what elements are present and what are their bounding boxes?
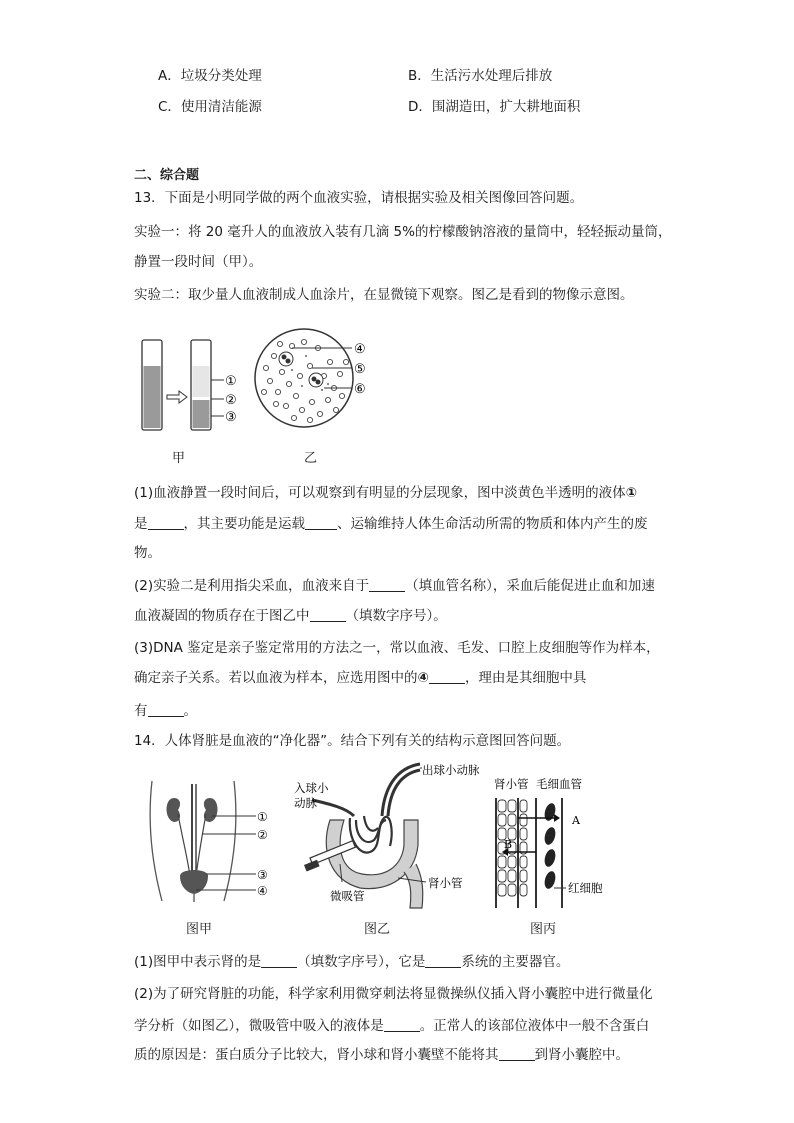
figure-jia-test-tubes	[134, 330, 254, 435]
answer-blank[interactable]	[429, 669, 465, 684]
right-tube-rbc	[193, 400, 210, 428]
q14-p2-line3: 质的原因是：蛋白质分子比较大，肾小球和肾小囊壁不能将其 到肾小囊腔中。	[134, 1047, 629, 1063]
figure-yi-caption: 乙	[304, 451, 318, 466]
label-A: A	[572, 814, 580, 827]
ureter-right	[196, 814, 206, 876]
q14-p2-line2: 学分析（如图乙），微吸管中吸入的液体是 。正常人的该部位液体中一般不含蛋白	[134, 1018, 650, 1034]
q13-p1-line2: 是 ，其主要功能是运载 、运输维持人体生命活动所需的物质和体内产生的废	[134, 516, 648, 532]
option-a: A．垃圾分类处理	[158, 68, 262, 84]
afferent-label-1: 入球小	[294, 781, 329, 795]
q13-p2-line1: (2)实验二是利用指尖采血，血液来自于 （填血管名称），采血后能促进止血和加速	[134, 578, 655, 594]
figure-2-caption: 图乙	[364, 922, 391, 937]
figure-jia-caption: 甲	[172, 451, 186, 466]
answer-blank[interactable]	[384, 1017, 420, 1032]
label-6: ⑥	[354, 382, 366, 397]
tubule-cells	[498, 800, 527, 896]
right-tube-plasma	[193, 366, 210, 397]
right-tube-buffy	[193, 397, 210, 400]
q13-p1-line1: (1)血液静置一段时间后，可以观察到有明显的分层现象，图中淡黄色半透明的液体①	[134, 485, 638, 501]
q13-exp1-line1: 实验一：将 20 毫升人的血液放入装有几滴 5%的柠檬酸钠溶液的量筒中，轻轻振动量筒，	[134, 224, 672, 240]
pipette-label: 微吸管	[330, 889, 365, 903]
capillary-label: 毛细血管	[536, 777, 582, 791]
kidney-label-4: ④	[257, 884, 268, 898]
renal-tubule	[404, 864, 423, 908]
arrow-icon	[167, 391, 187, 403]
q13-exp1-line2: 静置一段时间（甲）。	[134, 254, 263, 270]
label-ref-1: ①	[625, 485, 638, 501]
ureter-left	[178, 814, 190, 876]
left-kidney	[167, 798, 181, 822]
kidney-label-1: ①	[257, 810, 268, 824]
tubule-label-top: 肾小管	[494, 777, 529, 791]
q13-exp2: 实验二：取少量人血液制成人血涂片，在显微镜下观察。图乙是看到的物像示意图。	[134, 287, 634, 303]
label-2: ②	[225, 393, 237, 408]
left-tube-blood	[144, 366, 161, 428]
tubule-label: 肾小管	[428, 876, 463, 890]
white-blood-cells	[279, 352, 323, 387]
q13-p1-line3: 物。	[134, 545, 161, 561]
red-blood-cells	[261, 339, 348, 422]
figure-reabsorption	[488, 774, 628, 912]
answer-blank[interactable]	[310, 607, 346, 622]
q13-p3-line2: 确定亲子关系。若以血液为样本，应选用图中的④ ，理由是其细胞中具	[134, 670, 587, 686]
label-1: ①	[225, 374, 237, 389]
q13-stem: 13．下面是小明同学做的两个血液实验，请根据实验及相关图像回答问题。	[134, 190, 584, 206]
figure-yi-blood-smear	[252, 326, 382, 431]
figure-1-caption: 图甲	[186, 922, 213, 937]
answer-blank[interactable]	[148, 515, 184, 530]
answer-blank[interactable]	[148, 702, 184, 717]
afferent-label-2: 动脉	[294, 796, 317, 810]
answer-blank[interactable]	[305, 515, 337, 530]
label-5: ⑤	[354, 362, 366, 377]
q13-p2-line2: 血液凝固的物质存在于图乙中 （填数字序号）。	[134, 608, 447, 624]
q14-p1: (1)图甲中表示肾的是 （填数字序号），它是 系统的主要器官。	[134, 954, 570, 970]
answer-blank[interactable]	[499, 1046, 535, 1061]
option-c: C．使用清洁能源	[158, 99, 262, 115]
label-4: ④	[354, 342, 366, 357]
option-d: D．围湖造田，扩大耕地面积	[408, 99, 581, 115]
q13-p3-line1: (3)DNA 鉴定是亲子鉴定常用的方法之一，常以血液、毛发、口腔上皮细胞等作为样本，	[134, 640, 660, 656]
rbc-label: 红细胞	[568, 881, 603, 895]
label-ref-4: ④	[417, 670, 429, 686]
answer-blank[interactable]	[261, 953, 297, 968]
right-kidney	[204, 798, 218, 822]
figure-nephron	[290, 760, 490, 910]
efferent-label: 出球小动脉	[422, 763, 480, 777]
label-B: B	[504, 838, 513, 851]
efferent-arteriole	[388, 770, 420, 816]
figure-3-caption: 图丙	[530, 922, 557, 937]
label-3: ③	[225, 410, 237, 425]
glomerulus	[350, 816, 392, 853]
answer-blank[interactable]	[425, 953, 461, 968]
option-b: B．生活污水处理后排放	[408, 68, 553, 84]
q13-p3-line3: 有 。	[134, 703, 197, 719]
figure-urinary-system	[138, 776, 278, 906]
kidney-label-3: ③	[257, 868, 268, 882]
platelets	[291, 355, 329, 391]
q14-p2-line1: (2)为了研究肾脏的功能，科学家利用微穿刺法将显微操纵仪插入肾小囊腔中进行微量化	[134, 986, 653, 1002]
q14-stem: 14．人体肾脏是血液的“净化器”。结合下列有关的结构示意图回答问题。	[134, 733, 571, 749]
section-title: 二、综合题	[134, 168, 200, 183]
answer-blank[interactable]	[369, 577, 405, 592]
kidney-label-2: ②	[257, 828, 268, 842]
afferent-arteriole	[312, 800, 354, 816]
